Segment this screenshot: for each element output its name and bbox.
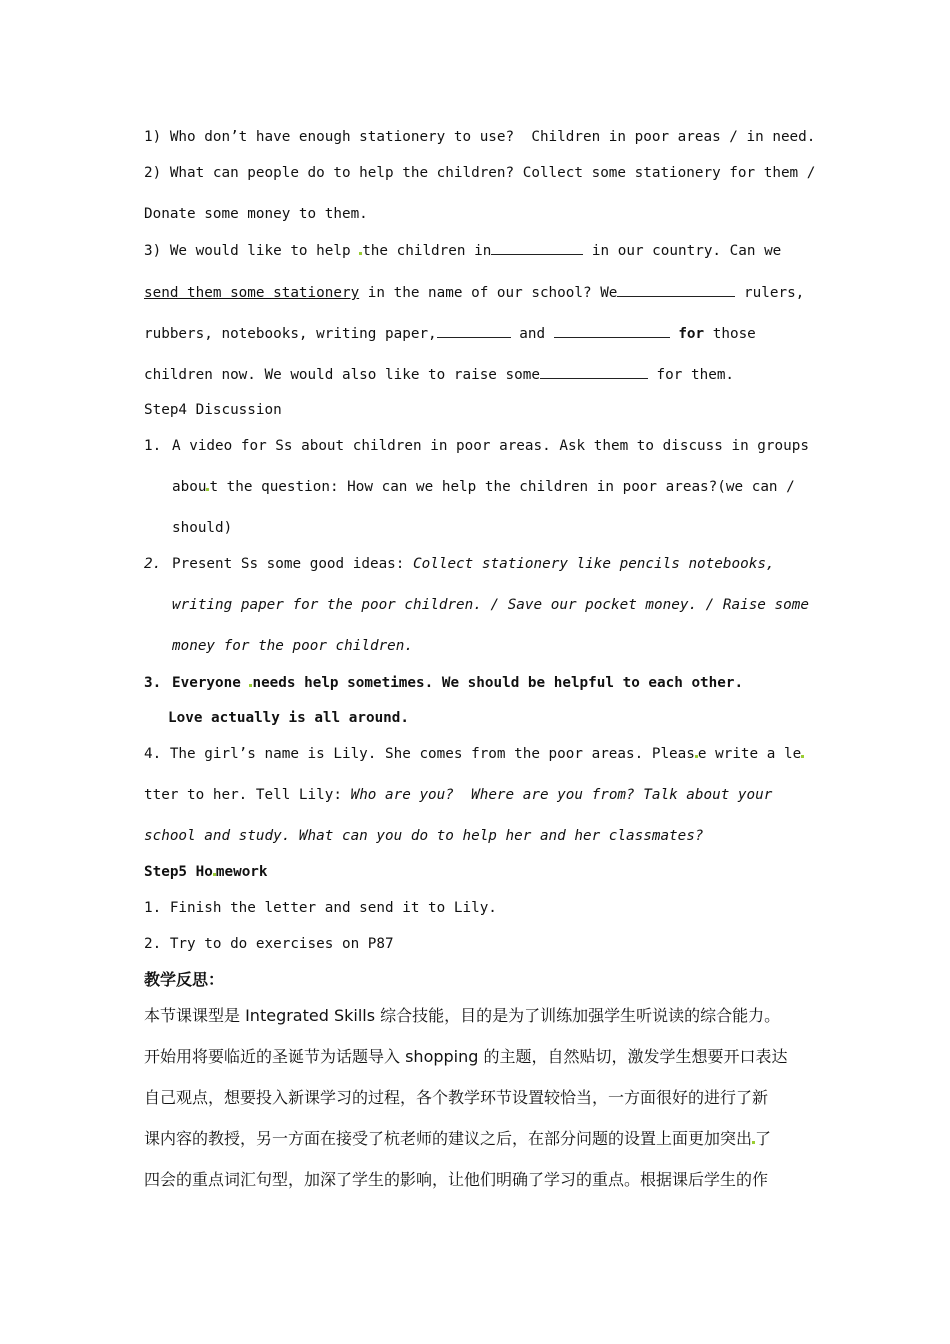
text: in our country. Can we [583,243,782,259]
homework-item-1: 1. Finish the letter and send it to Lily. [144,900,497,916]
discussion-item-1-line-2 [172,477,808,497]
text: and [510,326,554,342]
text: 3) We would like to help [144,243,360,259]
discussion-item-3-number: 3. [144,675,162,691]
fill-in-line-2 [144,282,808,303]
reflection-line-3: 自己观点，想要投入新课学习的过程，各个教学环节设置较恰当，一方面很好的进行了新 [144,1088,769,1107]
italic-text: Collect stationery like pencils notebooks, [413,556,775,572]
mark-dot [801,755,804,758]
blank-field [540,364,648,379]
italic-text: Who are you? Where are you from? Talk about your [350,787,773,803]
text: Step5 Ho [144,864,213,880]
homework-item-2: 2. Try to do exercises on P87 [144,936,394,952]
blank-field [554,323,670,338]
text: for them. [647,367,735,383]
text: tter to her. Tell Lily: [144,787,351,803]
blank-field [617,282,735,297]
reflection-title: 教学反思： [144,970,225,989]
answer-line-2-cont: Donate some money to them. [144,206,368,222]
text: those [704,326,756,342]
discussion-item-2-line-2: writing paper for the poor children. / Save our pocket money. / Raise some [172,597,809,613]
blank-field [437,323,511,338]
underlined-phrase: send them some stationery [144,285,360,301]
text: in the name of our school? We [359,285,618,301]
text: the children in [362,243,492,259]
text: Everyone [172,675,250,691]
discussion-item-4-line-1 [144,744,808,764]
text: 了 [755,1129,772,1148]
fill-in-line-1 [144,240,808,261]
discussion-item-1-line-1: A video for Ss about children in poor areas. Ask them to discuss in groups [172,438,809,454]
discussion-item-4-line-3: school and study. What can you do to help her and her classmates? [144,828,704,844]
step5-heading [144,862,808,882]
text: Present Ss some good ideas: [172,556,414,572]
reflection-line-2: 开始用将要临近的圣诞节为话题导入 shopping 的主题，自然贴切，激发学生想要开口表达 [144,1047,788,1066]
text: children now. We would also like to raise some [144,367,540,383]
text: rubbers, notebooks, writing paper, [144,326,437,342]
text: mework [215,864,268,880]
reflection-line-4 [144,1128,816,1150]
fill-in-line-3 [144,323,808,344]
discussion-item-3-line-2: Love actually is all around. [168,710,410,726]
answer-line-2: 2) What can people do to help the children? Collect some stationery for them / [144,165,816,181]
discussion-item-4-line-2 [144,785,808,805]
reflection-line-5: 四会的重点词汇句型，加深了学生的影响，让他们明确了学习的重点。根据课后学生的作 [144,1170,769,1189]
blank-field [491,240,583,255]
discussion-item-2-line-1 [172,554,808,574]
answer-line-1: 1) Who don’t have enough stationery to use? Children in poor areas / in need. [144,129,816,145]
text: needs help sometimes. We should be helpful to each other. [252,675,744,691]
bold-word-for: for [678,326,705,342]
text: 课内容的教授，另一方面在接受了杭老师的建议之后，在部分问题的设置上面更加突出 [144,1129,753,1148]
text: abou [172,479,207,495]
fill-in-line-4 [144,364,808,385]
discussion-item-3-line-1 [172,673,808,693]
text: e write a le [697,746,802,762]
text: t the question: How can we help the children in poor areas?(we can / [209,479,795,495]
discussion-item-1-line-3: should) [172,520,233,536]
discussion-item-2-number: 2. [144,556,162,572]
text: 4. The girl’s name is Lily. She comes from the poor areas. Pleas [144,746,695,762]
discussion-item-1-number: 1. [144,438,162,454]
step4-heading: Step4 Discussion [144,402,282,418]
text: rulers, [735,285,805,301]
discussion-item-2-line-3: money for the poor children. [172,638,414,654]
reflection-line-1: 本节课课型是 Integrated Skills 综合技能，目的是为了训练加强学生听说读的综合能力。 [144,1006,781,1025]
